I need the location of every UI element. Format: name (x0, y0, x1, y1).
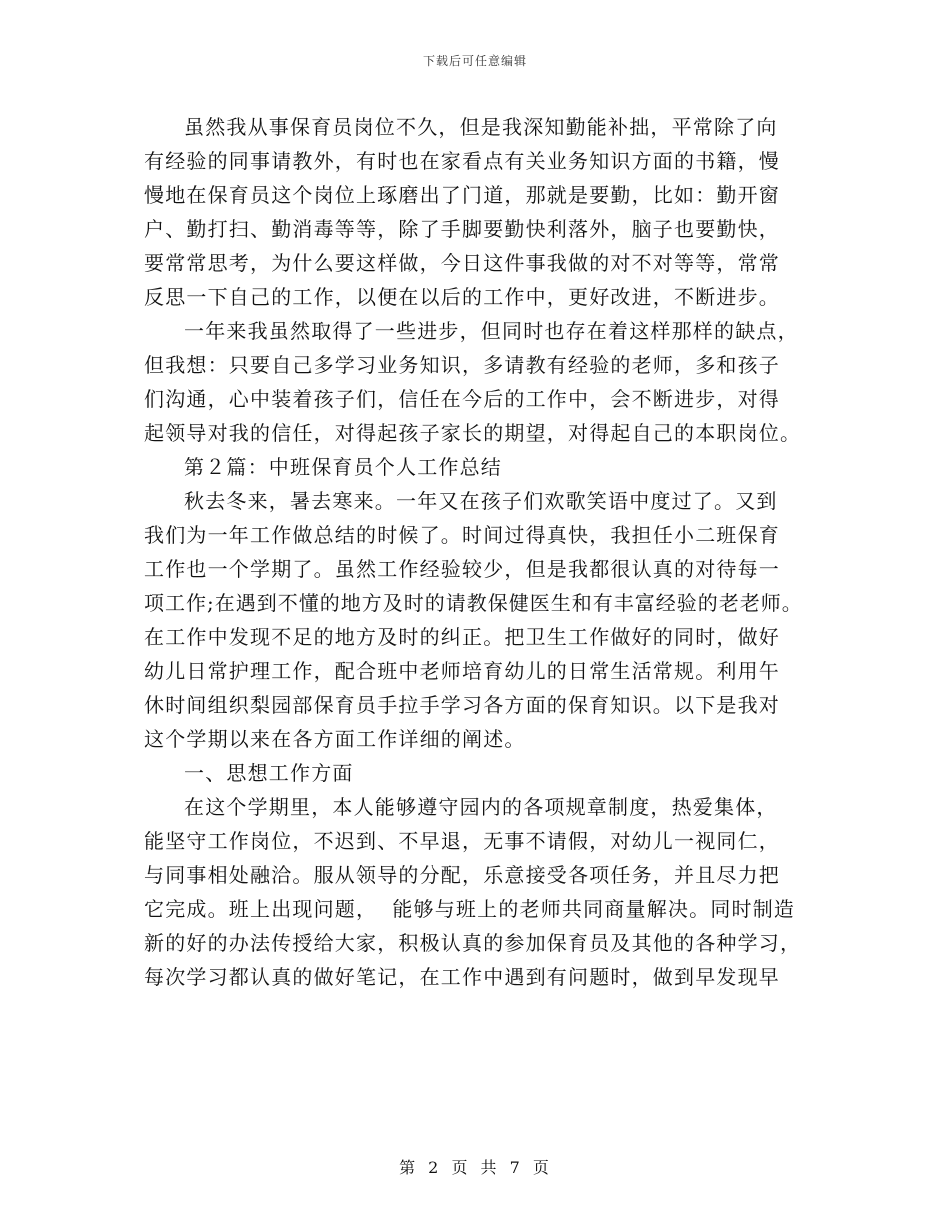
text-line: 在工作中发现不足的地方及时的纠正。把卫生工作做好的同时，做好 (144, 625, 780, 649)
section-heading: 第２篇：中班保育员个人工作总结 (184, 455, 502, 479)
text-line: 们沟通，心中装着孩子们，信任在今后的工作中，会不断进步，对得 (144, 387, 780, 411)
text-line: 慢地在保育员这个岗位上琢磨出了门道，那就是要勤，比如：勤开窗 (144, 183, 780, 207)
text-line: 新的好的办法传授给大家，积极认真的参加保育员及其他的各种学习， (144, 931, 802, 955)
text-line: 户、勤打扫、勤消毒等等，除了手脚要勤快利落外，脑子也要勤快， (144, 217, 780, 241)
page-footer: 第 2 页 共 7 页 (399, 1158, 551, 1177)
text-line: 但我想：只要自己多学习业务知识，多请教有经验的老师，多和孩子 (144, 353, 780, 377)
text-line: 与同事相处融洽。服从领导的分配，乐意接受各项任务，并且尽力把 (144, 863, 780, 887)
text-line: 有经验的同事请教外，有时也在家看点有关业务知识方面的书籍，慢 (144, 149, 780, 173)
page-header: 下载后可任意编辑 (422, 54, 527, 68)
text-line: 幼儿日常护理工作，配合班中老师培育幼儿的日常生活常规。利用午 (144, 659, 780, 683)
text-line: 工作也一个学期了。虽然工作经验较少，但是我都很认真的对待每一 (144, 557, 780, 581)
text-line: 项工作;在遇到不懂的地方及时的请教保健医生和有丰富经验的老老师。 (144, 591, 803, 615)
text-line: 在这个学期里，本人能够遵守园内的各项规章制度，热爱集体， (184, 795, 778, 819)
text-line: 一年来我虽然取得了一些进步，但同时也存在着这样那样的缺点， (184, 319, 799, 343)
text-line: 休时间组织梨园部保育员手拉手学习各方面的保育知识。以下是我对 (144, 693, 780, 717)
text-line: 反思一下自己的工作，以便在以后的工作中，更好改进，不断进步。 (144, 285, 780, 309)
text-line: 能坚守工作岗位，不迟到、不早退，无事不请假，对幼儿一视同仁， (144, 829, 780, 853)
text-line: 我们为一年工作做总结的时候了。时间过得真快，我担任小二班保育 (144, 523, 780, 547)
text-line: 虽然我从事保育员岗位不久，但是我深知勤能补拙，平常除了向 (184, 115, 778, 139)
text-line: 秋去冬来，暑去寒来。一年又在孩子们欢歌笑语中度过了。又到 (184, 489, 778, 513)
text-line: 要常常思考，为什么要这样做，今日这件事我做的对不对等等，常常 (144, 251, 780, 275)
subsection-heading: 一、思想工作方面 (184, 761, 354, 785)
text-line: 每次学习都认真的做好笔记，在工作中遇到有问题时，做到早发现早 (144, 965, 780, 989)
text-line: 这个学期以来在各方面工作详细的阐述。 (144, 727, 526, 751)
document-body (144, 110, 804, 994)
text-line: 它完成。班上出现问题， 能够与班上的老师共同商量解决。同时制造 (144, 897, 796, 921)
text-line: 起领导对我的信任，对得起孩子家长的期望，对得起自己的本职岗位。 (144, 421, 802, 445)
